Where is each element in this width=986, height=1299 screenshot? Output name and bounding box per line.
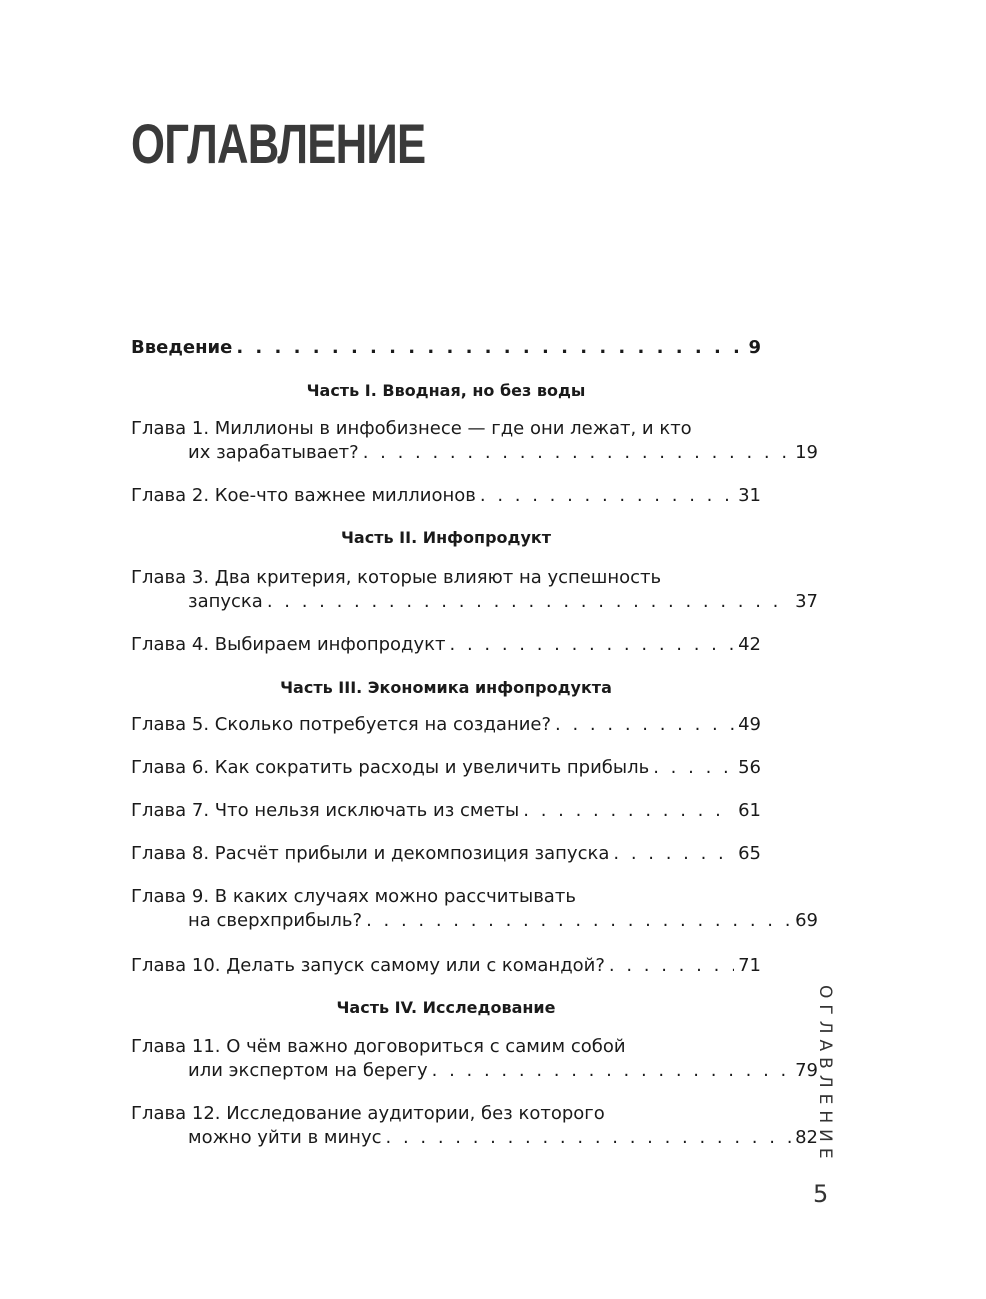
chapter-page: 65 bbox=[738, 843, 761, 864]
chapter-page: 19 bbox=[795, 442, 818, 463]
chapter-page: 79 bbox=[795, 1060, 818, 1081]
dot-leader bbox=[267, 590, 791, 614]
side-running-title: ОГЛАВЛЕНИЕ bbox=[815, 985, 835, 1165]
toc-intro-page: 9 bbox=[748, 337, 761, 358]
dot-leader bbox=[555, 713, 734, 737]
part-heading: Часть IV. Исследование bbox=[336, 998, 556, 1017]
chapter-page: 82 bbox=[795, 1127, 818, 1148]
chapter-title: Глава 6. Как сократить расходы и увеличить прибыль bbox=[131, 757, 650, 778]
chapter-page: 69 bbox=[795, 910, 818, 931]
toc-chapter-10 bbox=[131, 954, 761, 978]
dot-leader bbox=[523, 799, 734, 823]
toc-chapter-5 bbox=[131, 713, 761, 737]
chapter-page: 49 bbox=[738, 714, 761, 735]
dot-leader bbox=[609, 954, 734, 978]
chapter-page: 31 bbox=[738, 485, 761, 506]
dot-leader bbox=[363, 441, 791, 465]
chapter-title: Глава 12. Исследование аудитории, без которого bbox=[131, 1103, 605, 1124]
dot-leader bbox=[432, 1059, 791, 1083]
chapter-title: Глава 4. Выбираем инфопродукт bbox=[131, 634, 446, 655]
chapter-page: 56 bbox=[738, 757, 761, 778]
toc-chapter-6 bbox=[131, 756, 761, 780]
toc-chapter-12 bbox=[131, 1102, 818, 1150]
toc-chapter-2 bbox=[131, 484, 761, 508]
page-number: 5 bbox=[813, 1180, 829, 1208]
part-heading: Часть II. Инфопродукт bbox=[340, 528, 552, 547]
dot-leader bbox=[480, 484, 734, 508]
part-heading: Часть III. Экономика инфопродукта bbox=[280, 678, 612, 697]
part-heading: Часть I. Вводная, но без воды bbox=[306, 381, 586, 400]
chapter-title-cont: запуска bbox=[188, 591, 263, 612]
toc-chapter-8 bbox=[131, 842, 761, 866]
chapter-title: Глава 11. О чём важно договориться с самим собой bbox=[131, 1036, 626, 1057]
toc-chapter-4 bbox=[131, 633, 761, 657]
chapter-page: 61 bbox=[738, 800, 761, 821]
chapter-title: Глава 1. Миллионы в инфобизнесе — где они лежат, и кто bbox=[131, 418, 692, 439]
chapter-title: Глава 2. Кое-что важнее миллионов bbox=[131, 485, 476, 506]
toc-chapter-11 bbox=[131, 1035, 818, 1083]
chapter-title: Глава 7. Что нельзя исключать из сметы bbox=[131, 800, 520, 821]
dot-leader bbox=[386, 1126, 792, 1150]
chapter-title-cont: или экспертом на берегу bbox=[188, 1060, 428, 1081]
toc-entry-intro bbox=[131, 336, 761, 360]
toc-chapter-7 bbox=[131, 799, 761, 823]
chapter-title-cont: на сверхприбыль? bbox=[188, 910, 363, 931]
chapter-title: Глава 3. Два критерия, которые влияют на успешность bbox=[131, 567, 662, 588]
dot-leader bbox=[366, 909, 791, 933]
chapter-title: Глава 5. Сколько потребуется на создание? bbox=[131, 714, 552, 735]
toc-chapter-9 bbox=[131, 885, 818, 933]
chapter-page: 37 bbox=[795, 591, 818, 612]
dot-leader bbox=[450, 633, 735, 657]
chapter-page: 71 bbox=[738, 955, 761, 976]
dot-leader bbox=[613, 842, 734, 866]
chapter-page: 42 bbox=[738, 634, 761, 655]
dot-leader bbox=[653, 756, 734, 780]
dot-leader bbox=[236, 336, 744, 360]
toc-intro-title: Введение bbox=[131, 337, 233, 358]
toc-chapter-3 bbox=[131, 566, 818, 614]
chapter-title: Глава 8. Расчёт прибыли и декомпозиция запуска bbox=[131, 843, 610, 864]
chapter-title: Глава 9. В каких случаях можно рассчитывать bbox=[131, 886, 576, 907]
toc-chapter-1 bbox=[131, 417, 818, 465]
chapter-title-cont: их зарабатывает? bbox=[188, 442, 359, 463]
chapter-title-cont: можно уйти в минус bbox=[188, 1127, 382, 1148]
chapter-title: Глава 10. Делать запуск самому или с командой? bbox=[131, 955, 605, 976]
page-title: ОГЛАВЛЕНИЕ bbox=[131, 112, 426, 175]
